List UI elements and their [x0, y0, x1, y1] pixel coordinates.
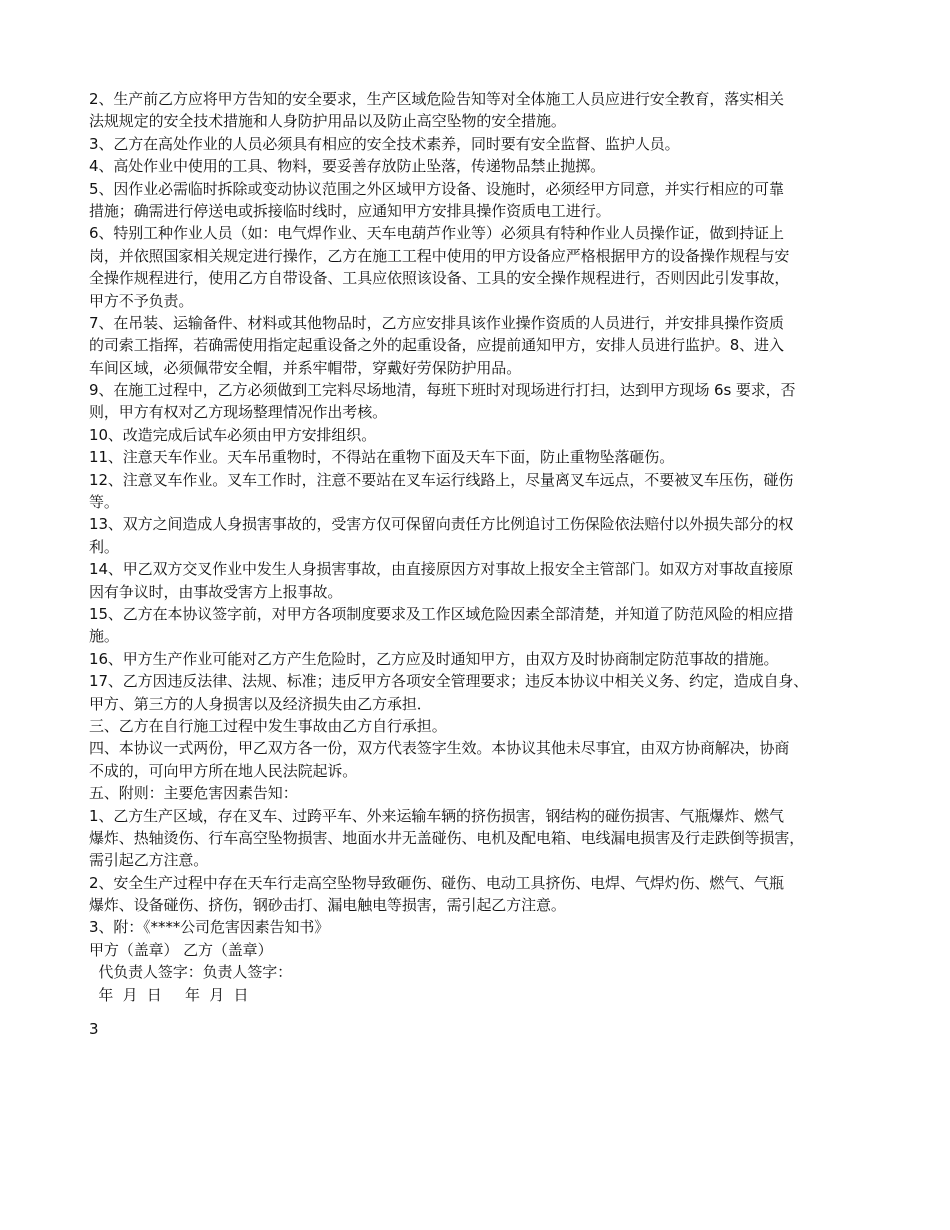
text-line: 施。: [89, 627, 119, 646]
text-line: 措施；确需进行停送电或拆接临时线时，应通知甲方安排具操作资质电工进行。: [89, 201, 611, 220]
text-line: 2、生产前乙方应将甲方告知的安全要求，生产区域危险告知等对全体施工人员应进行安全教育，落实相关: [89, 90, 784, 108]
text-line: 甲方不予负责。: [89, 291, 194, 310]
text-line: 岗，并依照国家相关规定进行操作，乙方在施工工程中使用的甲方设备应严格根据甲方的设备操作规程与安: [89, 246, 790, 265]
text-line: 四、本协议一式两份，甲乙双方各一份，双方代表签字生效。本协议其他未尽事宜，由双方协商解决，协商: [89, 739, 790, 758]
text-line: 15、乙方在本协议签字前，对甲方各项制度要求及工作区域危险因素全部清楚，并知道了防范风险的相应措: [89, 604, 794, 623]
text-line: 法规规定的安全技术措施和人身防护用品以及防止高空坠物的安全措施。: [89, 112, 566, 131]
text-line: 利。: [89, 537, 119, 556]
text-line: 1、乙方生产区域，存在叉车、过跨平车、外来运输车辆的挤伤损害，钢结构的碰伤损害、气瓶爆炸、燃气: [89, 806, 784, 825]
signature-labels: 代负责人签字：负责人签字：: [89, 963, 293, 982]
text-line: 三、乙方在自行施工过程中发生事故由乙方自行承担。: [89, 716, 447, 735]
text-line: 7、在吊装、运输备件、材料或其他物品时，乙方应安排具该作业操作资质的人员进行，并安排具操作资质: [89, 313, 784, 332]
text-line: 12、注意叉车作业。叉车工作时，注意不要站在叉车运行线路上，尽量离叉车远点，不要被叉车压伤，碰伤: [89, 470, 794, 489]
text-line: 爆炸、热轴烫伤、行车高空坠物损害、地面水井无盖碰伤、电机及配电箱、电线漏电损害及行走跌倒等损害，: [89, 828, 805, 847]
text-line: 3、附：《****公司危害因素告知书》: [89, 918, 330, 937]
text-line: 五、附则：主要危害因素告知：: [89, 784, 298, 803]
text-line: 14、甲乙双方交叉作业中发生人身损害事故，由直接原因方对事故上报安全主管部门。如双方对事故直接原: [89, 560, 794, 579]
text-line: 10、改造完成后试车必须由甲方安排组织。: [89, 425, 377, 444]
text-line: 全操作规程进行，使用乙方自带设备、工具应依照该设备、工具的安全操作规程进行，否则因此引发事故，: [89, 269, 790, 288]
text-line: 车间区域，必须佩带安全帽，并系牢帽带，穿戴好劳保防护用品。: [89, 358, 522, 377]
text-line: 的司索工指挥，若确需使用指定起重设备之外的起重设备，应提前通知甲方，安排人员进行监护。8、进入: [89, 336, 784, 355]
text-line: 2、安全生产过程中存在天车行走高空坠物导致砸伤、碰伤、电动工具挤伤、电焊、气焊灼伤、燃气、气瓶: [89, 873, 784, 892]
text-line: 16、甲方生产作业可能对乙方产生危险时，乙方应及时通知甲方，由双方及时协商制定防范事故的措施。: [89, 649, 779, 668]
text-line: 17、乙方因违反法律、法规、标准；违反甲方各项安全管理要求；违反本协议中相关义务、约定，造成自身、: [89, 672, 809, 691]
signature-fields: 年 月 日 年 月 日: [89, 985, 249, 1004]
text-line: 甲方、第三方的人身损害以及经济损失由乙方承担．: [89, 694, 432, 713]
text-line: 5、因作业必需临时拆除或变动协议范围之外区域甲方设备、设施时，必须经甲方同意，并实行相应的可靠: [89, 179, 784, 198]
page-number: 3: [89, 1020, 99, 1038]
text-line: 11、注意天车作业。天车吊重物时，不得站在重物下面及天车下面，防止重物坠落砸伤。: [89, 448, 675, 467]
text-line: 则，甲方有权对乙方现场整理情况作出考核。: [89, 403, 388, 422]
text-line: 13、双方之间造成人身损害事故的，受害方仅可保留向责任方比例追讨工伤保险依法赔付以外损失部分的权: [89, 515, 794, 534]
document-body: [89, 88, 879, 1028]
text-line: 爆炸、设备碰伤、挤伤，钢砂击打、漏电触电等损害，需引起乙方注意。: [89, 896, 566, 915]
date-fields: [89, 1006, 879, 1028]
text-line: 3、乙方在高处作业的人员必须具有相应的安全技术素养，同时要有安全监督、监护人员。: [89, 134, 680, 153]
text-line: 不成的，可向甲方所在地人民法院起诉。: [89, 761, 358, 780]
text-line: 等。: [89, 493, 119, 512]
text-line: 需引起乙方注意。: [89, 851, 209, 870]
text-line: 6、特别工种作业人员（如：电气焊作业、天车电葫芦作业等）必须具有特种作业人员操作证，做到持证上: [89, 224, 784, 243]
text-line: 甲方（盖章） 乙方（盖章）: [89, 940, 273, 959]
text-line: 9、在施工过程中，乙方必须做到工完料尽场地清，每班下班时对现场进行打扫，达到甲方现场 6s 要求，否: [89, 381, 796, 400]
text-line: 因有争议时，由事故受害方上报事故。: [89, 582, 343, 601]
text-line: 4、高处作业中使用的工具、物料，要妥善存放防止坠落，传递物品禁止抛掷。: [89, 157, 606, 176]
